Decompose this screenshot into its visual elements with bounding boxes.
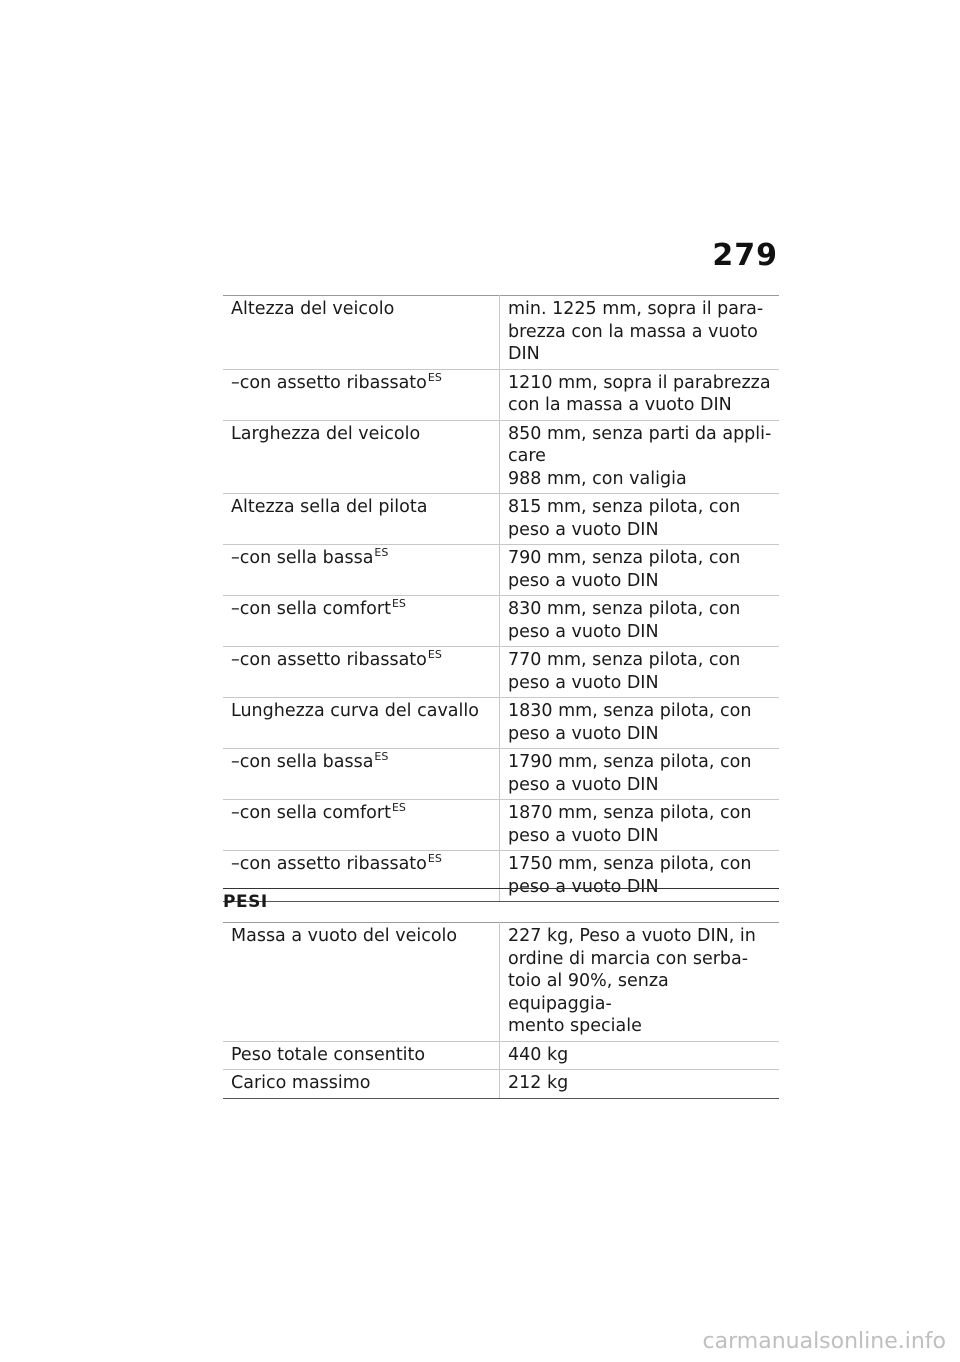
spec-label-cell (223, 923, 500, 1042)
spec-value-line: peso a vuoto DIN (508, 723, 659, 744)
spec-value-line: 815 mm, senza pilota, con (508, 497, 741, 517)
spec-value-line: con la massa a vuoto DIN (508, 395, 732, 415)
spec-value-cell (500, 851, 780, 902)
spec-value-line: peso a vuoto DIN (508, 774, 659, 795)
weights-table (223, 922, 779, 1099)
spec-row (223, 923, 779, 1042)
spec-row (223, 369, 779, 420)
spec-value-cell (500, 369, 780, 420)
spec-value-line: peso a vuoto DIN (508, 672, 659, 693)
spec-value-line: DIN (508, 344, 540, 364)
spec-value-line: min. 1225 mm, sopra il para- (508, 299, 764, 319)
spec-row (223, 800, 779, 851)
spec-value-cell (500, 296, 780, 370)
spec-value-cell (500, 494, 780, 545)
spec-value-cell (500, 545, 780, 596)
spec-value-cell (500, 596, 780, 647)
spec-row (223, 545, 779, 596)
spec-value-line: toio al 90%, senza equipaggia- (508, 971, 669, 1014)
spec-value-line: peso a vuoto DIN (508, 825, 659, 846)
spec-value-line: 1210 mm, sopra il parabrezza (508, 372, 771, 393)
spec-value-cell (500, 1070, 780, 1099)
special-equipment-marker: ES (427, 648, 442, 662)
special-equipment-marker: ES (391, 801, 406, 815)
spec-label: Altezza del veicolo (231, 299, 395, 319)
spec-label-cell (223, 494, 500, 545)
spec-value-line: 770 mm, senza pilota, con (508, 650, 741, 670)
spec-value-cell (500, 420, 780, 494)
spec-label-cell (223, 596, 500, 647)
spec-label: Peso totale consentito (231, 1044, 426, 1065)
spec-label: Lunghezza curva del cavallo (231, 701, 479, 721)
section-title-weights: PESI (223, 892, 268, 912)
spec-label-cell (223, 1041, 500, 1070)
spec-value-line: 1790 mm, senza pilota, con (508, 752, 752, 772)
spec-label-cell (223, 647, 500, 698)
spec-label-cell (223, 545, 500, 596)
spec-label: Massa a vuoto del veicolo (231, 926, 458, 946)
spec-value-line: ordine di marcia con serba- (508, 948, 749, 969)
spec-value-line: brezza con la massa a vuoto (508, 321, 758, 342)
special-equipment-marker: ES (374, 750, 389, 764)
spec-label: –con sella comfort (231, 599, 391, 619)
spec-label: –con assetto ribassato (231, 372, 427, 393)
spec-label: Larghezza del veicolo (231, 423, 421, 444)
spec-value-line: 212 kg (508, 1073, 569, 1093)
spec-row (223, 749, 779, 800)
spec-value-line: mento speciale (508, 1016, 642, 1036)
special-equipment-marker: ES (391, 597, 406, 611)
spec-value-cell (500, 749, 780, 800)
spec-row (223, 420, 779, 494)
spec-value-line: 1870 mm, senza pilota, con (508, 803, 752, 823)
spec-value-line: peso a vuoto DIN (508, 621, 659, 642)
spec-label: –con assetto ribassato (231, 650, 427, 670)
spec-value-line: peso a vuoto DIN (508, 570, 659, 591)
spec-value-cell (500, 647, 780, 698)
spec-value-cell (500, 800, 780, 851)
spec-label-cell (223, 369, 500, 420)
spec-label: Carico massimo (231, 1073, 371, 1093)
spec-label: Altezza sella del pilota (231, 497, 428, 517)
spec-value-line: 830 mm, senza pilota, con (508, 599, 741, 619)
spec-value-line: peso a vuoto DIN (508, 519, 659, 540)
spec-label-cell (223, 1070, 500, 1099)
spec-value-line: peso a vuoto DIN (508, 876, 659, 897)
dimensions-table (223, 295, 779, 902)
spec-row (223, 1070, 779, 1099)
spec-row (223, 1041, 779, 1070)
special-equipment-marker: ES (427, 370, 442, 384)
special-equipment-marker: ES (374, 546, 389, 560)
spec-row (223, 647, 779, 698)
special-equipment-marker: ES (427, 852, 442, 866)
spec-row (223, 851, 779, 902)
spec-row (223, 596, 779, 647)
watermark: carmanualsonline.info (702, 1329, 946, 1354)
spec-value-line: 1830 mm, senza pilota, con (508, 701, 752, 721)
spec-value-line: 227 kg, Peso a vuoto DIN, in (508, 926, 756, 946)
spec-value-line: 440 kg (508, 1044, 569, 1065)
spec-label-cell (223, 749, 500, 800)
spec-row (223, 296, 779, 370)
page-number: 279 (712, 238, 778, 273)
spec-label-cell (223, 698, 500, 749)
spec-label: –con sella bassa (231, 752, 374, 772)
spec-value-line: 790 mm, senza pilota, con (508, 548, 741, 568)
spec-value-cell (500, 1041, 780, 1070)
spec-label: –con assetto ribassato (231, 854, 427, 874)
spec-value-cell (500, 923, 780, 1042)
spec-row (223, 494, 779, 545)
spec-value-line: 1750 mm, senza pilota, con (508, 854, 752, 874)
spec-value-cell (500, 698, 780, 749)
spec-row (223, 698, 779, 749)
spec-label-cell (223, 420, 500, 494)
spec-value-line: 850 mm, senza parti da appli- (508, 423, 772, 444)
spec-label-cell (223, 800, 500, 851)
spec-label: –con sella comfort (231, 803, 391, 823)
spec-value-line: care (508, 446, 546, 466)
section-divider (223, 888, 779, 889)
spec-label: –con sella bassa (231, 548, 374, 568)
spec-label-cell (223, 296, 500, 370)
spec-value-line: 988 mm, con valigia (508, 468, 687, 489)
